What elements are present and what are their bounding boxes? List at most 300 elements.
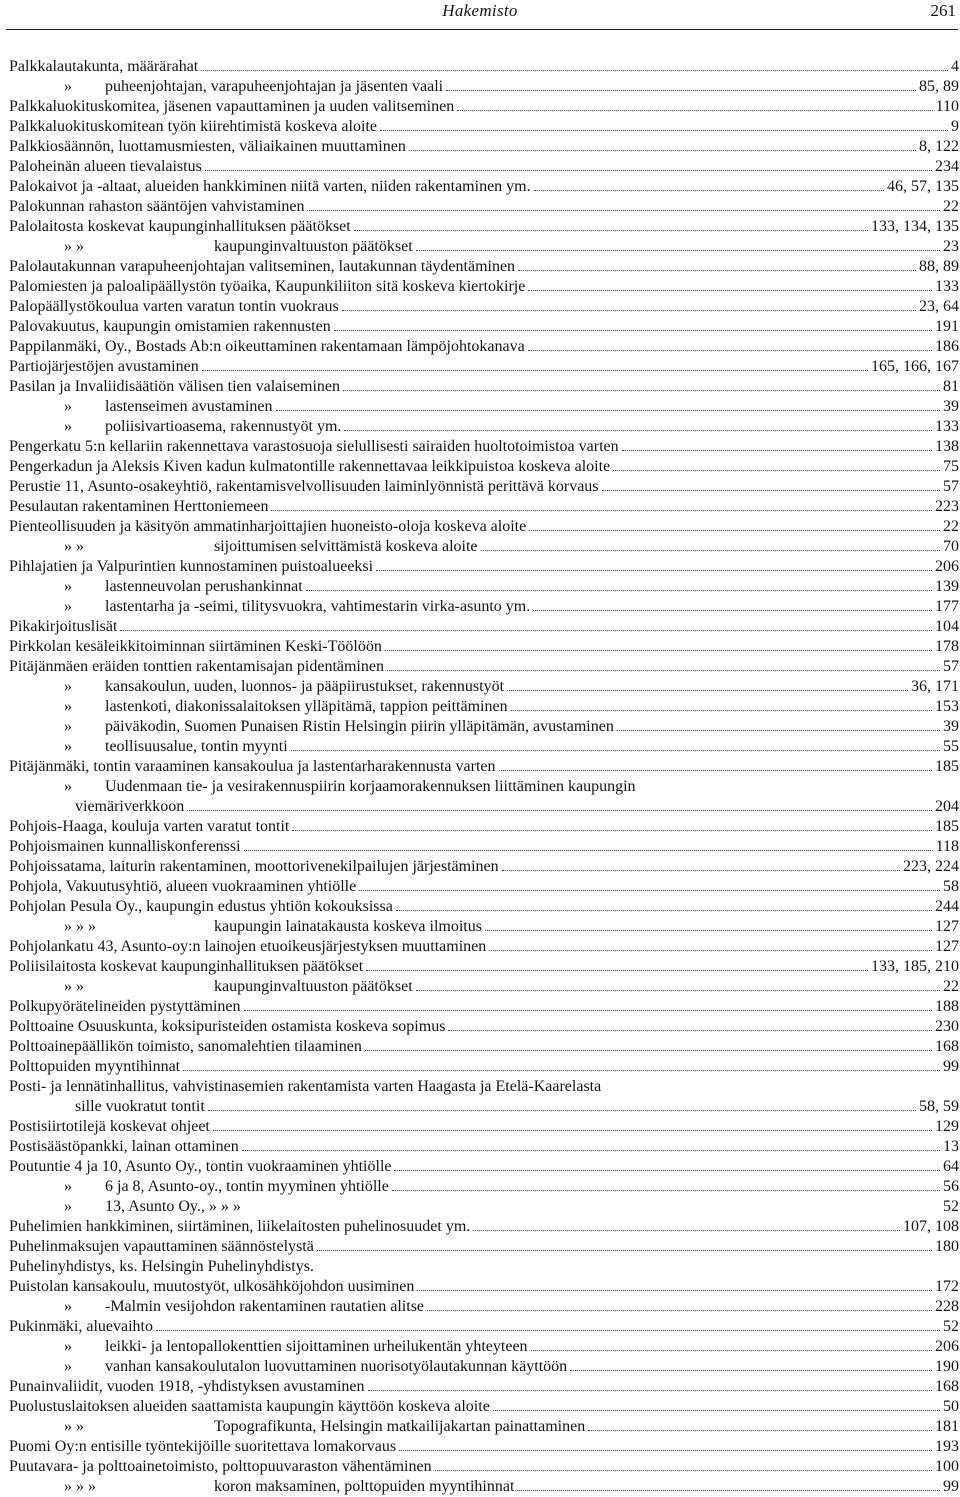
index-entry bbox=[9, 477, 959, 497]
dot-leader bbox=[399, 1449, 932, 1451]
dot-leader bbox=[502, 869, 900, 871]
index-entry bbox=[9, 1037, 959, 1057]
entry-text: Puutavara- ja polttoainetoimisto, polttopuuvaraston vähentäminen bbox=[9, 1458, 432, 1475]
ditto-mark: » » bbox=[64, 978, 84, 995]
dot-leader bbox=[457, 109, 932, 111]
index-entry bbox=[9, 397, 959, 417]
dot-leader bbox=[344, 429, 932, 431]
entry-pages: 181 bbox=[935, 1418, 959, 1435]
index-entry bbox=[9, 1337, 959, 1357]
dot-leader bbox=[244, 1009, 932, 1011]
entry-text: Puolustuslaitoksen alueiden saattamista kaupungin käyttöön koskeva aloite bbox=[9, 1398, 490, 1415]
entry-pages: 52 bbox=[943, 1318, 959, 1335]
ditto-mark: » bbox=[64, 738, 72, 755]
entry-pages: 22 bbox=[943, 978, 959, 995]
entry-text: Polttoaine Osuuskunta, koksipuristeiden ostamista koskeva sopimus bbox=[9, 1018, 446, 1035]
dot-leader bbox=[416, 989, 940, 991]
ditto-mark: » bbox=[64, 78, 72, 95]
entry-pages: 23 bbox=[943, 238, 959, 255]
index-entry bbox=[9, 857, 959, 877]
dot-leader bbox=[317, 1249, 932, 1251]
entry-text: Partiojärjestöjen avustaminen bbox=[9, 358, 199, 375]
dot-leader bbox=[385, 649, 932, 651]
entry-text: sijoittumisen selvittämistä koskeva aloite bbox=[214, 538, 478, 555]
entry-text: Posti- ja lennätinhallitus, vahvistinasemien rakentamista varten Haagasta ja Etelä-Kaarelasta bbox=[9, 1078, 602, 1095]
entry-text: puheenjohtajan, varapuheenjohtajan ja jäsenten vaali bbox=[105, 78, 444, 95]
entry-pages: 129 bbox=[935, 1118, 959, 1135]
ditto-mark: » » bbox=[64, 238, 84, 255]
entry-pages: 127 bbox=[935, 938, 959, 955]
ditto-mark: » bbox=[64, 1358, 72, 1375]
entry-pages: 9 bbox=[951, 118, 959, 135]
dot-leader bbox=[187, 809, 932, 811]
entry-pages: 75 bbox=[943, 458, 959, 475]
entry-text: lastenneuvolan perushankinnat bbox=[105, 578, 303, 595]
index-entry bbox=[9, 697, 959, 717]
dot-leader bbox=[639, 790, 956, 791]
entry-text: Pohjoismainen kunnalliskonferenssi bbox=[9, 838, 241, 855]
index-entry bbox=[9, 337, 959, 357]
index-entry bbox=[9, 977, 959, 997]
entry-text: Pesulautan rakentaminen Herttoniemeen bbox=[9, 498, 269, 515]
dot-leader bbox=[448, 1029, 932, 1031]
dot-leader bbox=[244, 849, 933, 851]
entry-pages: 57 bbox=[943, 658, 959, 675]
entry-text: Polttopuiden myyntihinnat bbox=[9, 1058, 181, 1075]
entry-text: Puistolan kansakoulu, muutostyöt, ulkosähköjohdon uusiminen bbox=[9, 1278, 415, 1295]
entry-text: Palkkaluokituskomitea, jäsenen vapauttaminen ja uuden valitseminen bbox=[9, 98, 455, 115]
entry-pages: 206 bbox=[935, 1338, 959, 1355]
dot-leader bbox=[416, 249, 940, 251]
ditto-mark: » bbox=[64, 1178, 72, 1195]
entry-pages: 178 bbox=[935, 638, 959, 655]
dot-leader bbox=[473, 1229, 900, 1231]
entry-pages: 46, 57, 135 bbox=[887, 178, 959, 195]
index-entry bbox=[9, 877, 959, 897]
dot-leader bbox=[201, 69, 948, 71]
entry-pages: 39 bbox=[943, 398, 959, 415]
entry-text: Palokunnan rahaston sääntöjen vahvistaminen bbox=[9, 198, 305, 215]
entry-pages: 228 bbox=[935, 1298, 959, 1315]
dot-leader bbox=[588, 1429, 932, 1431]
entry-pages: 188 bbox=[935, 998, 959, 1015]
dot-leader bbox=[622, 449, 932, 451]
dot-leader bbox=[489, 949, 932, 951]
entry-pages: 172 bbox=[935, 1278, 959, 1295]
entry-pages: 57 bbox=[943, 478, 959, 495]
index-entry bbox=[9, 737, 959, 757]
entry-pages: 13 bbox=[943, 1138, 959, 1155]
entry-pages: 127 bbox=[935, 918, 959, 935]
dot-leader bbox=[435, 1469, 932, 1471]
entry-pages: 139 bbox=[935, 578, 959, 595]
entry-text: Perustie 11, Asunto-osakeyhtiö, rakentamisvelvollisuuden laiminlyönnistä perittävä korvaus bbox=[9, 478, 599, 495]
entry-text: Uudenmaan tie- ja vesirakennuspiirin korjaamorakennuksen liittäminen kaupungin bbox=[105, 778, 636, 795]
entry-pages: 99 bbox=[943, 1478, 959, 1495]
entry-pages: 39 bbox=[943, 718, 959, 735]
dot-leader bbox=[183, 1069, 940, 1071]
entry-pages: 133 bbox=[935, 278, 959, 295]
dot-leader bbox=[343, 389, 940, 391]
index-entry bbox=[9, 557, 959, 577]
index-entry bbox=[9, 237, 959, 257]
ditto-mark: » bbox=[64, 598, 72, 615]
dot-leader bbox=[306, 589, 932, 591]
index-entry bbox=[9, 177, 959, 197]
entry-pages: 191 bbox=[935, 318, 959, 335]
index-entry bbox=[9, 937, 959, 957]
dot-leader bbox=[387, 669, 940, 671]
dot-leader bbox=[359, 889, 940, 891]
entry-text: Pitäjänmäen eräiden tonttien rakentamisajan pidentäminen bbox=[9, 658, 384, 675]
dot-leader bbox=[213, 1129, 932, 1131]
dot-leader bbox=[409, 149, 916, 151]
index-entry bbox=[9, 1177, 959, 1197]
entry-pages: 88, 89 bbox=[919, 258, 959, 275]
ditto-mark: » » bbox=[64, 538, 84, 555]
entry-text: -Malmin vesijohdon rakentaminen rautatien alitse bbox=[105, 1298, 425, 1315]
dot-leader bbox=[518, 269, 916, 271]
dot-leader bbox=[485, 929, 932, 931]
index-entry bbox=[9, 917, 959, 937]
index-entry bbox=[9, 137, 959, 157]
entry-text: Palkkiosäännön, luottamusmiesten, väliaikainen muuttaminen bbox=[9, 138, 406, 155]
entry-text: Pohjoissatama, laiturin rakentaminen, moottorivenekilpailujen järjestäminen bbox=[9, 858, 499, 875]
entry-text: 6 ja 8, Asunto-oy., tontin myyminen yhtiölle bbox=[105, 1178, 389, 1195]
entry-text: Pengerkadun ja Aleksis Kiven kadun kulmatontille rakennettavaa leikkipuistoa koskeva aloite bbox=[9, 458, 611, 475]
index-entry bbox=[9, 577, 959, 597]
dot-leader bbox=[365, 1049, 932, 1051]
entry-pages: 70 bbox=[943, 538, 959, 555]
dot-leader bbox=[334, 329, 932, 331]
index-entry bbox=[9, 1137, 959, 1157]
index-entry bbox=[9, 1417, 959, 1437]
dot-leader bbox=[205, 169, 932, 171]
dot-leader bbox=[394, 1169, 940, 1171]
ditto-mark: » bbox=[64, 398, 72, 415]
dot-leader bbox=[427, 1309, 932, 1311]
dot-leader bbox=[529, 529, 940, 531]
entry-text: viemäriverkkoon bbox=[75, 798, 185, 815]
entry-text: Pukinmäki, aluevaihto bbox=[9, 1318, 153, 1335]
entry-text: teollisuusalue, tontin myynti bbox=[105, 738, 288, 755]
entry-pages: 223, 224 bbox=[903, 858, 959, 875]
entry-text: kaupunginvaltuuston päätökset bbox=[214, 978, 413, 995]
dot-leader bbox=[354, 229, 868, 231]
ditto-mark: » bbox=[64, 718, 72, 735]
ditto-mark: » bbox=[64, 418, 72, 435]
entry-text: Pohjois-Haaga, kouluja varten varatut tontit bbox=[9, 818, 290, 835]
entry-text: Palkkalautakunta, määrärahat bbox=[9, 58, 199, 75]
dot-leader bbox=[528, 289, 932, 291]
index-entry bbox=[9, 257, 959, 277]
entry-text: Pappilanmäki, Oy., Bostads Ab:n oikeuttaminen rakentamaan lämpöjohtokanava bbox=[9, 338, 525, 355]
dot-leader bbox=[499, 769, 933, 771]
entry-pages: 64 bbox=[943, 1158, 959, 1175]
entry-text: vanhan kansakoulutalon luovuttaminen nuorisotyölautakunnan käyttöön bbox=[105, 1358, 568, 1375]
index-entry bbox=[9, 197, 959, 217]
index-entry bbox=[9, 837, 959, 857]
dot-leader bbox=[533, 609, 932, 611]
entry-pages: 8, 122 bbox=[919, 138, 959, 155]
entry-pages: 168 bbox=[935, 1038, 959, 1055]
entry-text: Postisiirtotilejä koskevat ohjeet bbox=[9, 1118, 210, 1135]
entry-text: Palolautakunnan varapuheenjohtajan valitseminen, lautakunnan täydentäminen bbox=[9, 258, 516, 275]
entry-pages: 204 bbox=[935, 798, 959, 815]
dot-leader bbox=[317, 1270, 956, 1271]
entry-pages: 23, 64 bbox=[919, 298, 959, 315]
ditto-mark: » bbox=[64, 1298, 72, 1315]
entry-pages: 133, 134, 135 bbox=[871, 218, 959, 235]
entry-pages: 118 bbox=[935, 838, 959, 855]
index-entry bbox=[9, 897, 959, 917]
entry-text: päiväkodin, Suomen Punaisen Ristin Helsingin piirin ylläpitämän, avustaminen bbox=[105, 718, 614, 735]
index-entry bbox=[9, 77, 959, 97]
entry-text: Pengerkatu 5:n kellariin rakennettava varastosuoja sielullisesti sairaiden huoltotoimistoa varten bbox=[9, 438, 619, 455]
entry-text: Poutuntie 4 ja 10, Asunto Oy., tontin vuokraaminen yhtiölle bbox=[9, 1158, 392, 1175]
entry-pages: 58 bbox=[943, 878, 959, 895]
dot-leader bbox=[242, 1149, 940, 1151]
index-entry bbox=[9, 217, 959, 237]
ditto-mark: » » bbox=[64, 1418, 84, 1435]
ditto-mark: » » » bbox=[64, 1478, 96, 1495]
entry-text: kaupunginvaltuuston päätökset bbox=[214, 238, 413, 255]
entry-pages: 193 bbox=[935, 1438, 959, 1455]
index-entry bbox=[9, 357, 959, 377]
index-entry bbox=[9, 1197, 959, 1217]
entry-text: kansakoulun, uuden, luonnos- ja pääpiirustukset, rakennustyöt bbox=[105, 678, 505, 695]
entry-pages: 99 bbox=[943, 1058, 959, 1075]
entry-pages: 133, 185, 210 bbox=[871, 958, 959, 975]
dot-leader bbox=[271, 509, 932, 511]
entry-text: Puhelimien hankkiminen, siirtäminen, liikelaitosten puhelinosuudet ym. bbox=[9, 1218, 471, 1235]
index-entry bbox=[9, 1017, 959, 1037]
ditto-mark: » bbox=[64, 1338, 72, 1355]
index-entry bbox=[9, 1397, 959, 1417]
dot-leader bbox=[244, 1210, 940, 1211]
index-entry bbox=[9, 1237, 959, 1257]
dot-leader bbox=[396, 909, 932, 911]
entry-pages: 186 bbox=[935, 338, 959, 355]
entry-pages: 153 bbox=[935, 698, 959, 715]
index-entry bbox=[9, 1477, 959, 1497]
entry-text: sille vuokratut tontit bbox=[75, 1098, 205, 1115]
dot-leader bbox=[481, 549, 940, 551]
entry-pages: 180 bbox=[935, 1238, 959, 1255]
index-entry bbox=[9, 777, 959, 797]
index-entry bbox=[9, 1217, 959, 1237]
dot-leader bbox=[392, 1189, 940, 1191]
dot-leader bbox=[202, 369, 868, 371]
entry-text: Poliisilaitosta koskevat kaupunginhallituksen päätökset bbox=[9, 958, 364, 975]
dot-leader bbox=[120, 629, 932, 631]
entry-text: Puhelinyhdistys, ks. Helsingin Puhelinyhdistys. bbox=[9, 1258, 314, 1275]
header-divider bbox=[6, 29, 958, 30]
index-entry bbox=[9, 377, 959, 397]
entry-pages: 22 bbox=[943, 518, 959, 535]
dot-leader bbox=[368, 1389, 932, 1391]
index-entry bbox=[9, 517, 959, 537]
index-entry bbox=[9, 1157, 959, 1177]
entry-pages: 165, 166, 167 bbox=[871, 358, 959, 375]
entry-text: poliisivartioasema, rakennustyöt ym. bbox=[105, 418, 342, 435]
entry-text: Palokaivot ja -altaat, alueiden hankkiminen niitä varten, niiden rakentaminen ym. bbox=[9, 178, 531, 195]
entry-pages: 234 bbox=[935, 158, 959, 175]
index-entry bbox=[9, 1357, 959, 1377]
ditto-mark: » bbox=[64, 1198, 72, 1215]
ditto-mark: » » » bbox=[64, 918, 96, 935]
dot-leader bbox=[493, 1409, 940, 1411]
entry-pages: 4 bbox=[951, 58, 959, 75]
dot-leader bbox=[511, 709, 932, 711]
index-entry bbox=[9, 817, 959, 837]
index-entries bbox=[9, 57, 959, 1497]
entry-text: Palolaitosta koskevat kaupunginhallituksen päätökset bbox=[9, 218, 351, 235]
entry-pages: 36, 171 bbox=[911, 678, 959, 695]
dot-leader bbox=[446, 89, 916, 91]
dot-leader bbox=[531, 1349, 932, 1351]
index-entry bbox=[9, 157, 959, 177]
entry-text: Pihlajatien ja Valpurintien kunnostaminen puistoalueeksi bbox=[9, 558, 374, 575]
entry-text: Pirkkolan kesäleikkitoiminnan siirtäminen Keski-Töölöön bbox=[9, 638, 382, 655]
index-entry bbox=[9, 1077, 959, 1097]
entry-text: Pohjolankatu 43, Asunto-oy:n lainojen etuoikeusjärjestyksen muuttaminen bbox=[9, 938, 487, 955]
dot-leader bbox=[208, 1109, 916, 1111]
entry-text: Pohjolan Pesula Oy., kaupungin edustus yhtiön kokouksissa bbox=[9, 898, 393, 915]
entry-pages: 81 bbox=[943, 378, 959, 395]
entry-text: Palovakuutus, kaupungin omistamien rakennusten bbox=[9, 318, 331, 335]
index-entry bbox=[9, 277, 959, 297]
index-entry bbox=[9, 757, 959, 777]
entry-pages: 190 bbox=[935, 1358, 959, 1375]
dot-leader bbox=[507, 689, 908, 691]
entry-pages: 138 bbox=[935, 438, 959, 455]
index-entry bbox=[9, 437, 959, 457]
index-entry bbox=[9, 537, 959, 557]
entry-pages: 185 bbox=[935, 758, 959, 775]
entry-text: 13, Asunto Oy., » » » bbox=[105, 1198, 241, 1215]
index-entry bbox=[9, 1277, 959, 1297]
entry-text: leikki- ja lentopallokenttien sijoittaminen urheilukentän yhteyteen bbox=[105, 1338, 528, 1355]
entry-pages: 22 bbox=[943, 198, 959, 215]
dot-leader bbox=[604, 1090, 956, 1091]
dot-leader bbox=[156, 1329, 940, 1331]
index-entry bbox=[9, 457, 959, 477]
entry-text: Postisäästöpankki, lainan ottaminen bbox=[9, 1138, 239, 1155]
index-entry bbox=[9, 117, 959, 137]
index-entry bbox=[9, 617, 959, 637]
dot-leader bbox=[417, 1289, 932, 1291]
ditto-mark: » bbox=[64, 698, 72, 715]
entry-pages: 177 bbox=[935, 598, 959, 615]
page-title: Hakemisto bbox=[442, 1, 518, 20]
dot-leader bbox=[528, 349, 932, 351]
entry-pages: 58, 59 bbox=[919, 1098, 959, 1115]
index-entry bbox=[9, 1457, 959, 1477]
entry-text: Palopäällystökoulua varten varatun tontin vuokraus bbox=[9, 298, 339, 315]
dot-leader bbox=[366, 969, 868, 971]
index-entry bbox=[9, 297, 959, 317]
entry-text: Topografikunta, Helsingin matkailijakartan painattaminen bbox=[214, 1418, 586, 1435]
index-entry bbox=[9, 317, 959, 337]
dot-leader bbox=[307, 209, 940, 211]
entry-text: lastentarha ja -seimi, tilitysvuokra, vahtimestarin virka-asunto ym. bbox=[105, 598, 531, 615]
entry-text: koron maksaminen, polttopuiden myyntihinnat bbox=[214, 1478, 515, 1495]
dot-leader bbox=[534, 189, 884, 191]
entry-pages: 230 bbox=[935, 1018, 959, 1035]
entry-text: Puhelinmaksujen vapauttaminen säännöstelystä bbox=[9, 1238, 314, 1255]
entry-pages: 56 bbox=[943, 1178, 959, 1195]
index-entry bbox=[9, 1437, 959, 1457]
entry-pages: 223 bbox=[935, 498, 959, 515]
entry-text: lastenkoti, diakonissalaitoksen ylläpitämä, tappion peittäminen bbox=[105, 698, 508, 715]
entry-pages: 100 bbox=[935, 1458, 959, 1475]
entry-pages: 104 bbox=[935, 618, 959, 635]
entry-text: Pitäjänmäki, tontin varaaminen kansakoulua ja lastentarharakennusta varten bbox=[9, 758, 496, 775]
dot-leader bbox=[617, 729, 940, 731]
entry-text: Paloheinän alueen tievalaistus bbox=[9, 158, 202, 175]
index-entry bbox=[9, 1297, 959, 1317]
index-entry bbox=[9, 417, 959, 437]
dot-leader bbox=[376, 569, 932, 571]
index-entry bbox=[9, 797, 959, 817]
dot-leader bbox=[342, 309, 916, 311]
entry-text: Palomiesten ja paloalipäällystön työaika, Kaupunkiliiton sitä koskeva kiertokirje bbox=[9, 278, 526, 295]
page-header bbox=[0, 0, 960, 34]
dot-leader bbox=[517, 1489, 940, 1491]
entry-text: Pienteollisuuden ja käsityön ammatinharjoittajien huoneisto-oloja koskeva aloite bbox=[9, 518, 527, 535]
entry-text: Puomi Oy:n entisille työntekijöille suoritettava lomakorvaus bbox=[9, 1438, 397, 1455]
ditto-mark: » bbox=[64, 778, 72, 795]
index-entry bbox=[9, 997, 959, 1017]
entry-text: Punainvaliidit, vuoden 1918, -yhdistyksen avustaminen bbox=[9, 1378, 365, 1395]
entry-pages: 110 bbox=[935, 98, 959, 115]
entry-pages: 52 bbox=[943, 1198, 959, 1215]
index-entry bbox=[9, 1057, 959, 1077]
entry-pages: 55 bbox=[943, 738, 959, 755]
index-entry bbox=[9, 1377, 959, 1397]
entry-text: kaupungin lainatakausta koskeva ilmoitus bbox=[214, 918, 482, 935]
entry-pages: 50 bbox=[943, 1398, 959, 1415]
entry-text: Polttoainepäällikön toimisto, sanomalehtien tilaaminen bbox=[9, 1038, 362, 1055]
dot-leader bbox=[380, 129, 948, 131]
dot-leader bbox=[602, 489, 940, 491]
ditto-mark: » bbox=[64, 578, 72, 595]
index-entry bbox=[9, 497, 959, 517]
index-entry bbox=[9, 1257, 959, 1277]
index-entry bbox=[9, 57, 959, 77]
index-entry bbox=[9, 597, 959, 617]
dot-leader bbox=[613, 469, 940, 471]
dot-leader bbox=[291, 749, 940, 751]
index-entry bbox=[9, 1317, 959, 1337]
index-entry bbox=[9, 637, 959, 657]
entry-pages: 133 bbox=[935, 418, 959, 435]
entry-pages: 206 bbox=[935, 558, 959, 575]
index-entry bbox=[9, 677, 959, 697]
index-entry bbox=[9, 1117, 959, 1137]
entry-pages: 168 bbox=[935, 1378, 959, 1395]
page-number: 261 bbox=[930, 1, 956, 20]
index-entry bbox=[9, 97, 959, 117]
entry-pages: 185 bbox=[935, 818, 959, 835]
dot-leader bbox=[276, 409, 940, 411]
index-entry bbox=[9, 657, 959, 677]
entry-pages: 244 bbox=[935, 898, 959, 915]
ditto-mark: » bbox=[64, 678, 72, 695]
index-entry bbox=[9, 1097, 959, 1117]
entry-text: Pasilan ja Invaliidisäätiön välisen tien valaiseminen bbox=[9, 378, 341, 395]
